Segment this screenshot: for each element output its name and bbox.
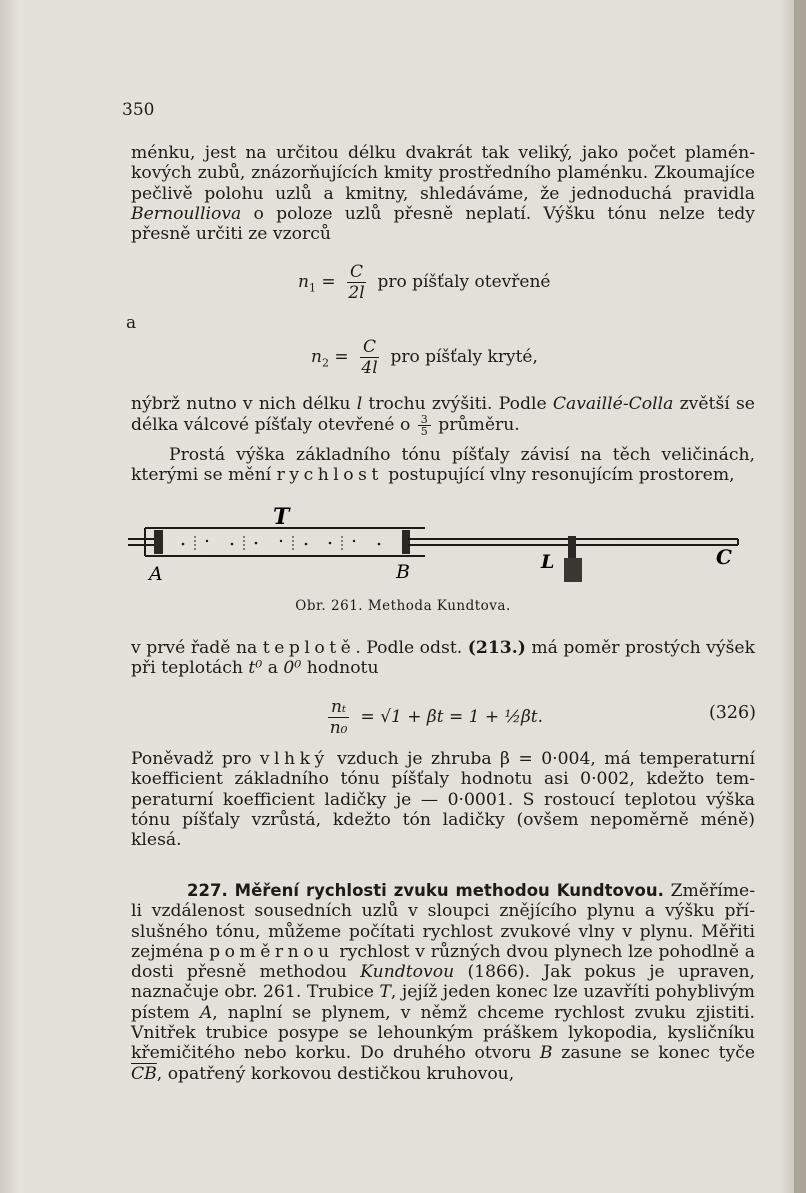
fig-label-T: T [273,504,290,530]
para4-t0: t⁰ [248,658,263,679]
eq1-numerator: C [347,262,366,283]
figure-kundt-apparatus [0,500,806,595]
section-B: B [539,1043,553,1064]
eq2-lhs-sub: 2 [321,356,329,370]
fig-label-C: C [716,545,732,569]
para2-text-b: trochu zvýšiti. Podle [362,394,553,414]
section-text-g: , opatřený korkovou destičkou kruhovou, [156,1063,515,1084]
equation-open-pipe: $n_1$ = $\frac{C}{2l}$ pro píšťaly otevřené [298,262,551,303]
section-text-c: (1866). Jak pokus je upraven, naznačuje obr. 261. Trubice [131,962,755,1003]
fig-label-B: B [396,561,410,583]
para4-text-c: má poměr prostých výšek při teplotách [131,638,756,679]
section-text-d: , jejíž jeden konec lze uzavříti pohyblivým pístem [131,982,755,1023]
eq2-numerator: C [360,337,379,358]
section-text-b: rychlost v různých dvou plynech lze pohodlně a dosti přesně methodou [131,941,755,983]
equation-number: (326) [708,703,756,723]
para4-text-d: a [262,658,284,679]
page-edge-shadow [794,0,806,1193]
para4-text-a: v prvé řadě na [131,638,263,658]
section-text-f: zasune se konec tyče [552,1043,756,1064]
eq3-fraction [328,697,349,738]
eq1-lhs-sub: 1 [308,281,316,295]
section-name-kundt: Kundtovou [360,962,455,983]
para5-spaced: vlhký [259,749,329,769]
section-text-e: , naplní se plynem, v němž chceme rychlost zvuku zjistiti. Vnitřek trubice posype se lehounkým práškem lykopodia, kysličníku křemičitého nebo korku. Do druhého otvoru [131,1002,755,1064]
section-T: T [379,982,391,1003]
para1-text-b: o poloze uzlů přesně neplatí. Výšku tónu nelze tedy přesně určiti ze vzorců [131,203,755,245]
para4-spaced: teplotě [262,638,356,658]
eq2-lhs: n [311,347,322,367]
paragraph-humid-air [131,749,755,850]
para2-l: l [356,394,363,414]
para2-text-d: průměru. [432,415,520,436]
eq1-denominator: 2l [348,283,365,303]
para5-text-a: Poněvadž pro [131,749,260,769]
eq1-text: pro píšťaly otevřené [377,272,551,292]
para4-zero: 0⁰ [283,658,302,679]
word-a: a [126,313,137,333]
eq1-lhs: n [298,272,309,292]
paragraph-temperature [131,638,755,679]
eq2-fraction [360,337,379,378]
equation-326 [322,697,543,738]
para2-name-cavaille: Cavaillé-Colla [552,394,674,414]
page-number: 350 [122,100,155,120]
paragraph-intro [131,143,755,244]
eq2-denominator: 4l [361,358,378,378]
eq1-fraction [347,262,366,303]
section-spaced: poměrnou [209,941,334,962]
equation-closed-pipe: $n_2$ = $\frac{C}{4l}$ pro píšťaly kryté, [311,337,538,378]
tube-T [145,528,425,556]
figure-caption: Obr. 261. Methoda Kundtova. [295,598,511,614]
paragraph-pitch [131,445,755,486]
para2-frac-den: 5 [420,425,428,439]
fig-label-L: L [541,551,555,573]
para1-name-bernoulli: Bernoulliova [131,203,242,224]
para3-text-b: postupující vlny resonujícím prostorem, [382,465,735,486]
para2-text-c: zvětší se délka válcové píšťaly otevřené o [131,394,755,436]
section-A: A [199,1002,213,1023]
eq3-denominator: n₀ [329,718,348,738]
para2-frac-num: 3 [418,414,431,426]
section-heading: 227. Měření rychlosti zvuku methodou Kundtovou. [187,881,664,900]
fig-label-A: A [149,563,163,585]
eq3-rhs: = √1 + βt = 1 + ½βt. [360,707,544,727]
para4-ref: (213.) [467,638,526,658]
para4-text-b: . Podle odst. [355,638,468,658]
para4-text-e: hodnotu [301,658,379,679]
dust-figures [182,536,381,550]
para1-text-a: ménku, jest na určitou délku dvakrát tak veliký, jako počet plaménkových zubů, znázorňujících kmity prostředního plaménku. Zkoumajíce pečlivě polohu uzlů a kmitny, shledáváme, že jednoduchá pravidla [131,143,755,204]
para2-fraction [418,414,431,437]
para3-spaced: rychlost [276,465,383,486]
para5-text-b: vzduch je zhruba β = 0·004, má temperaturní koefficient základního tónu píšťaly hodnotu asi 0·002, kdežto temperaturní koefficient ladičky je — 0·0001. S rostoucí teplotou výška tónu píšťaly vzrůstá, kdežto tón ladičky (ovšem nepoměrně méně) klesá. [131,749,755,851]
paragraph-correction [131,394,755,437]
section-CB: $\overline{CB}$ [131,1063,157,1084]
clamp-L [564,536,582,582]
section-227 [131,881,755,1084]
para2-text-a: nýbrž nutno v nich délku [131,394,357,414]
section-text-a: Změříme-li vzdálenost sousedních uzlů v sloupci znějícího plynu a výšku příslušného tónu, můžeme počítati rychlost zvukové vlny v plynu. Měřiti zejména [131,881,756,962]
eq3-numerator: nₜ [328,697,349,718]
eq2-text: pro píšťaly kryté, [390,347,538,367]
para3-text-a: Prostá výška základního tónu píšťaly závisí na těch veličinách, kterými se mění [131,445,755,486]
